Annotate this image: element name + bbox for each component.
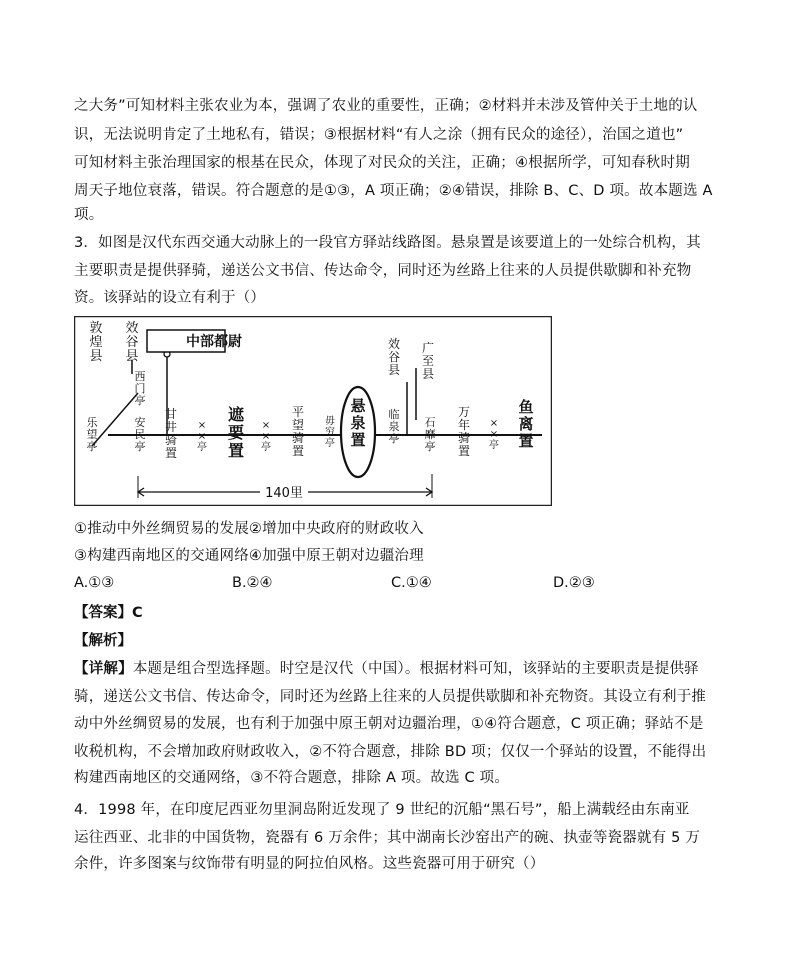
answer-label: 【答案】	[74, 605, 132, 621]
map-label-muqiong-char: 亭	[325, 438, 335, 449]
map-label-ganjing-char: 骑	[164, 433, 178, 447]
map-label-yuli-char: 鱼	[518, 398, 534, 416]
map-label-pingwang-char: 骑	[291, 431, 305, 445]
q4-stem-line: 4．1998 年，在印度尼西亚勿里洞岛附近发现了 9 世纪的沉船“黑石号”，船上满载经由东南亚	[74, 802, 690, 818]
map-label-xuanquan-char: 悬	[350, 397, 366, 415]
map-label-zheyao-char: 置	[227, 441, 245, 460]
q4-stem-line: 运往西亚、北非的中国货物，瓷器有 6 万余件；其中湖南长沙窑出产的碗、执壶等瓷器就有 5 万	[74, 830, 701, 846]
option-d[interactable]: D.②③	[553, 575, 595, 591]
map-label-anmin-char: 安	[134, 416, 146, 429]
map-label-ximen-char: 西	[134, 370, 146, 383]
prev-explanation-line: 项。	[74, 207, 104, 223]
map-label-xx3-char: ×	[489, 429, 499, 440]
map-label-xiaogu-right-char: 效	[387, 337, 401, 351]
map-label-xiaogu-right-char: 谷	[387, 350, 401, 364]
map-label-xiaogu-left-char: 县	[125, 349, 139, 364]
map-label-shimi-char: 靡	[424, 428, 436, 441]
map-label-anmin-char: 亭	[134, 440, 146, 453]
map-label-shimi-char: 石	[424, 416, 436, 429]
map-label-zhongbu: 中部都尉	[186, 334, 242, 350]
map-label-linquan-char: 泉	[388, 420, 400, 433]
map-label-zheyao-char: 要	[227, 423, 245, 442]
map-label-ganjing-char: 甘	[164, 407, 178, 421]
map-label-guangzhi-char: 至	[421, 354, 435, 368]
map-label-lewang-char: 乐	[86, 416, 98, 429]
prev-explanation-line: 识，无法说明肯定了土地私有，错误；③根据材料“有人之涂（拥有民众的途径），治国之道也”	[74, 127, 684, 143]
map-label-xuanquan-char: 泉	[350, 414, 366, 432]
map-label-guangzhi-char: 县	[421, 367, 435, 381]
detail-text: 本题是组合型选择题。时空是汉代（中国）。根据材料可知，该驿站的主要职责是提供驿	[132, 661, 699, 677]
map-label-linquan-char: 临	[388, 408, 400, 421]
map-label-ganjing-char: 井	[164, 420, 178, 434]
map-label-anmin-char: 民	[134, 428, 146, 441]
q3-stem-line: 主要职责是提供驿骑，递送公文书信、传达命令，同时还为丝路上往来的人员提供歇脚和补充物	[74, 263, 692, 279]
map-label-xx1-char: ×	[197, 431, 207, 442]
detail-line: 骑，递送公文书信、传达命令，同时还为丝路上往来的人员提供歇脚和补充物资。其设立有利于推	[74, 689, 707, 705]
map-label-pingwang-char: 望	[291, 418, 305, 432]
detail-line: 构建西南地区的交通网络，③不符合题意，排除 A 项。故选 C 项。	[74, 770, 510, 786]
map-label-yuli-char: 离	[518, 415, 534, 433]
map-label-xx3-char: 亭	[489, 440, 499, 451]
prev-explanation-line: 之大务”可知材料主张农业为本，强调了农业的重要性，正确；②材料并未涉及管仲关于土地的认	[74, 98, 698, 114]
answer-value: C	[132, 605, 143, 621]
q3-statement-line: ③构建西南地区的交通网络④加强中原王朝对边疆治理	[74, 548, 424, 564]
map-label-xiaogu-left-char: 谷	[125, 335, 139, 350]
detail-line: 动中外丝绸贸易的发展，也有利于加强中原王朝对边疆治理，①④符合题意，C 项正确；驿站不是	[74, 716, 704, 732]
map-label-muqiong-char: 穷	[325, 427, 335, 438]
q3-statement-line: ①推动中外丝绸贸易的发展②增加中央政府的财政收入	[74, 521, 424, 537]
map-label-ximen-char: 亭	[134, 394, 146, 407]
map-label-zheyao-char: 遮	[227, 405, 245, 424]
map-label-xx2-char: ×	[261, 420, 271, 431]
map-label-wannian-char: 骑	[457, 431, 471, 445]
q3-stem-line: 3．如图是汉代东西交通大动脉上的一段官方驿站线路图。悬泉置是该要道上的一处综合机构，其	[74, 235, 701, 251]
map-label-dunhuang-char: 敦	[89, 321, 103, 336]
map-label-wannian-char: 置	[457, 444, 471, 458]
map-label-dunhuang-char: 县	[89, 349, 103, 364]
map-label-lewang-char: 望	[86, 428, 98, 441]
map-label-distance: 140里	[265, 486, 303, 501]
answer-row	[74, 603, 143, 623]
map-label-xx1-char: ×	[197, 420, 207, 431]
analysis-row	[74, 631, 132, 651]
detail-line: 收税机构，不会增加政府财政收入，②不符合题意，排除 BD 项；仅仅一个驿站的设置，不能得出	[74, 744, 707, 760]
relay-station-route-map	[74, 316, 552, 506]
map-label-xiaogu-right-char: 县	[387, 363, 401, 377]
map-label-wannian-char: 年	[457, 418, 471, 432]
map-label-wannian-char: 万	[457, 405, 471, 419]
map-label-ximen-char: 门	[134, 382, 146, 395]
q3-stem-line: 资。该驿站的设立有利于（）	[74, 290, 266, 306]
map-label-linquan-char: 亭	[388, 432, 400, 445]
analysis-label: 【解析】	[74, 633, 132, 649]
map-label-muqiong-char: 毋	[325, 416, 335, 427]
map-label-ganjing-char: 置	[164, 446, 178, 460]
map-label-shimi-char: 亭	[424, 440, 436, 453]
q4-stem-line: 余件，许多图案与纹饰带有明显的阿拉伯风格。这些瓷器可用于研究（）	[74, 856, 545, 872]
map-label-xx1-char: 亭	[197, 442, 207, 453]
option-c[interactable]: C.①④	[391, 575, 432, 591]
map-label-guangzhi-char: 广	[421, 341, 435, 355]
map-label-pingwang-char: 平	[291, 405, 305, 419]
map-label-lewang-char: 亭	[86, 440, 98, 453]
map-label-yuli-char: 置	[518, 432, 534, 450]
map-label-xx2-char: ×	[261, 431, 271, 442]
map-label-xuanquan-char: 置	[350, 431, 366, 449]
map-label-dunhuang-char: 煌	[89, 335, 103, 350]
prev-explanation-line: 可知材料主张治理国家的根基在民众，体现了对民众的关注，正确；④根据所学，可知春秋时期	[74, 155, 690, 171]
map-label-xiaogu-left-char: 效	[125, 321, 139, 336]
map-label-xx3-char: ×	[489, 418, 499, 429]
detail-line	[74, 659, 699, 679]
map-label-pingwang-char: 置	[291, 444, 305, 458]
option-b[interactable]: B.②④	[232, 575, 273, 591]
map-label-xx2-char: 亭	[261, 442, 271, 453]
option-a[interactable]: A.①③	[74, 575, 115, 591]
detail-label: 【详解】	[74, 661, 133, 677]
prev-explanation-line: 周天子地位衰落，错误。符合题意的是①③，A 项正确；②④错误，排除 B、C、D 项。故本题选 A	[74, 183, 713, 199]
